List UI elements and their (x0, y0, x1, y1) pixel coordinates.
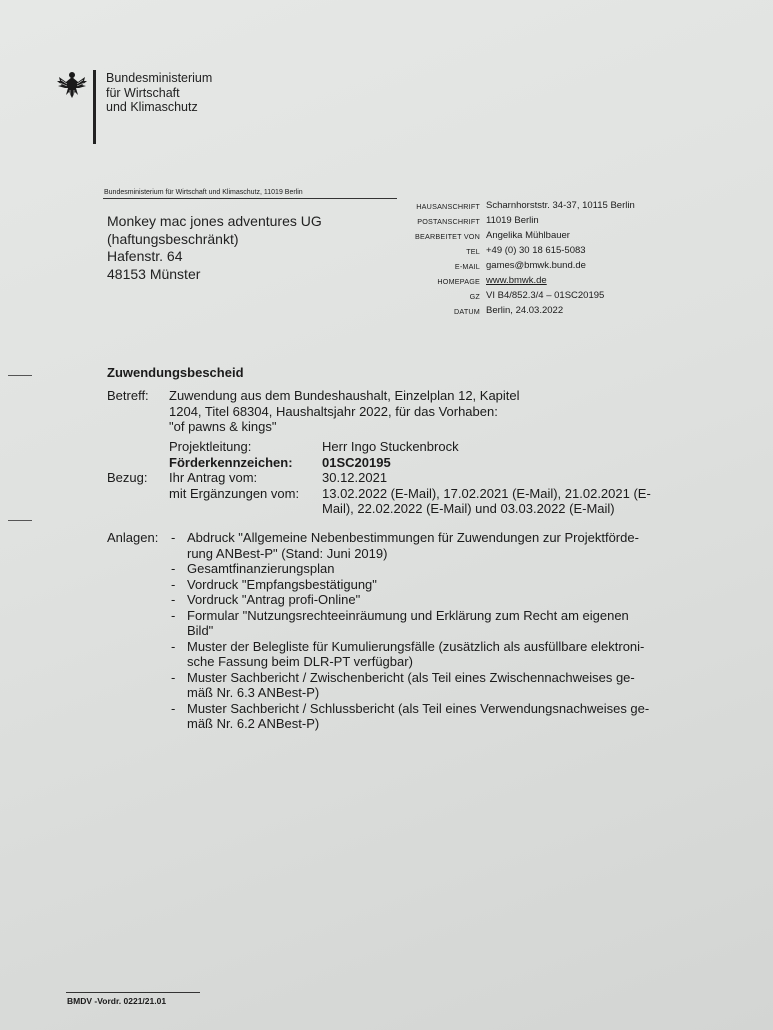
foerderkennzeichen-value: 01SC20195 (322, 454, 391, 470)
betreff-line1: Zuwendung aus dem Bundeshaushalt, Einzelplan 12, Kapitel (169, 388, 520, 403)
info-row-gz (395, 289, 635, 304)
list-item: - Muster der Belegliste für Kumulierungsfälle (zusätzlich als ausfüllbare elektroni- sche Fassung beim DLR-PT verfügbar) (171, 638, 645, 669)
projektleitung-value: Herr Ingo Stuckenbrock (322, 439, 459, 454)
document-title: Zuwendungsbescheid (107, 365, 244, 380)
attachment-line: rung ANBest-P" (Stand: Juni 2019) (187, 545, 388, 561)
attachment-line: sche Fassung beim DLR-PT verfügbar) (187, 654, 413, 669)
info-row-homepage (395, 274, 635, 289)
ministry-name-line2: für Wirtschaft (106, 85, 180, 100)
info-label: E-MAIL (454, 262, 480, 271)
attachment-line: Muster Sachbericht / Zwischenbericht (als Teil eines Zwischennachweises ge- (187, 669, 635, 685)
footer-rule (66, 992, 200, 993)
anlagen-block (107, 530, 649, 732)
info-value: VI B4/852.3/4 – 01SC20195 (486, 290, 605, 301)
addressee-line2: (haftungsbeschränkt) (107, 230, 239, 247)
list-item: - Gesamtfinanzierungsplan (171, 561, 335, 576)
info-value: Angelika Mühlbauer (486, 230, 570, 241)
foerderkennzeichen-label: Förderkennzeichen: (169, 454, 293, 470)
letterhead-divider (93, 70, 96, 144)
info-block (395, 199, 635, 319)
info-label: TEL (466, 247, 480, 256)
bezug-label: Bezug: (107, 470, 148, 485)
attachment-line: Muster Sachbericht / Schlussbericht (als Teil eines Verwendungsnachweises ge- (187, 700, 650, 716)
addressee-line4: 48153 Münster (107, 265, 201, 282)
addressee-block (107, 213, 322, 283)
attachment-list (171, 530, 649, 732)
attachment-line: Bild" (187, 623, 214, 638)
ergaenzungen-line2: Mail), 22.02.2022 (E-Mail) und 03.03.2022 (E-Mail) (322, 501, 615, 516)
list-item: - Muster Sachbericht / Zwischenbericht (als Teil eines Zwischennachweises ge- mäß Nr. 6.3 ANBest-P) (171, 669, 635, 700)
fold-mark (8, 375, 32, 376)
attachment-line: Gesamtfinanzierungsplan (187, 561, 335, 576)
info-row-email (395, 259, 635, 274)
info-row-bearbeitet-von (395, 229, 635, 244)
attachment-line: Formular "Nutzungsrechteeinräumung und Erklärung zum Recht am eigenen (187, 607, 629, 623)
ergaenzungen-label: mit Ergänzungen vom: (169, 485, 300, 501)
sender-rule (103, 198, 397, 199)
info-row-postanschrift (395, 214, 635, 229)
info-row-tel (395, 244, 635, 259)
email-value: games@bmwk.bund.de (486, 260, 586, 271)
antrag-label: Ihr Antrag vom: (169, 470, 258, 485)
list-item: - Muster Sachbericht / Schlussbericht (als Teil eines Verwendungsnachweises ge- mäß Nr. 6.2 ANBest-P) (171, 700, 650, 731)
federal-eagle-icon (56, 70, 88, 100)
info-value: Scharnhorststr. 34-37, 10115 Berlin (486, 200, 635, 211)
betreff-line3: "of pawns & kings" (169, 419, 277, 434)
list-item: - Abdruck "Allgemeine Nebenbestimmungen für Zuwendungen zur Projektförde- rung ANBest-P" (Stand: Juni 2019) (171, 530, 639, 561)
info-label: HAUSANSCHRIFT (416, 202, 480, 211)
attachment-line: Vordruck "Antrag profi-Online" (187, 592, 361, 607)
anlagen-label: Anlagen: (107, 530, 159, 545)
info-label: POSTANSCHRIFT (417, 217, 480, 226)
attachment-line: Muster der Belegliste für Kumulierungsfälle (zusätzlich als ausfüllbare elektroni- (187, 638, 645, 654)
projektleitung-label: Projektleitung: (169, 439, 252, 454)
details-block (107, 439, 651, 517)
list-item: - Vordruck "Antrag profi-Online" (171, 592, 361, 607)
ministry-name (106, 71, 212, 115)
ministry-name-line1: Bundesministerium (106, 71, 213, 85)
attachment-line: Abdruck "Allgemeine Nebenbestimmungen für Zuwendungen zur Projektförde- (187, 530, 639, 545)
attachment-line: mäß Nr. 6.3 ANBest-P) (187, 685, 320, 700)
info-row-datum (395, 304, 635, 319)
betreff-block (107, 388, 520, 435)
antrag-value: 30.12.2021 (322, 470, 388, 485)
attachment-line: mäß Nr. 6.2 ANBest-P) (187, 716, 320, 731)
info-value: Berlin, 24.03.2022 (486, 305, 564, 316)
fold-mark (8, 520, 32, 521)
form-number: BMDV -Vordr. 0221/21.01 (67, 996, 167, 1006)
list-item: - Formular "Nutzungsrechteeinräumung und Erklärung zum Recht am eigenen Bild" (171, 607, 629, 638)
info-value: 11019 Berlin (486, 215, 539, 226)
info-label: DATUM (453, 307, 480, 316)
attachment-line: Vordruck "Empfangsbestätigung" (187, 576, 377, 592)
ministry-name-line3: und Klimaschutz (106, 100, 198, 114)
info-label: BEARBEITET VON (415, 232, 480, 241)
addressee-line1: Monkey mac jones adventures UG (107, 213, 322, 229)
list-item: - Vordruck "Empfangsbestätigung" (171, 576, 377, 592)
betreff-line2: 1204, Titel 68304, Haushaltsjahr 2022, für das Vorhaben: (169, 403, 498, 419)
ergaenzungen-line1: 13.02.2022 (E-Mail), 17.02.2021 (E-Mail), 21.02.2021 (E- (322, 485, 651, 501)
betreff-label: Betreff: (107, 388, 149, 403)
addressee-line3: Hafenstr. 64 (107, 248, 183, 264)
info-label: HOMEPAGE (437, 277, 480, 286)
info-value: +49 (0) 30 18 615-5083 (486, 245, 586, 256)
info-label: GZ (469, 292, 480, 301)
sender-return-address: Bundesministerium für Wirtschaft und Klimaschutz, 11019 Berlin (104, 189, 303, 196)
info-row-hausanschrift (395, 199, 635, 214)
homepage-link[interactable]: www.bmwk.de (486, 275, 547, 286)
